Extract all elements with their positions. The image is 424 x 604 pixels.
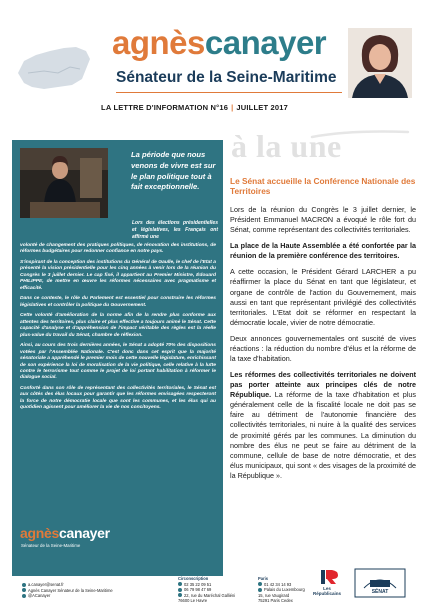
editorial-quote: La période que nous venons de vivre est sur le plan politique tout à fait exceptionnelle. — [131, 150, 216, 192]
article-paragraph — [230, 370, 416, 481]
sidebar-brand-logo — [20, 525, 110, 541]
article-paragraph: Lors de la réunion du Congrès le 3 juillet dernier, le Président Emmanuel MACRON a évoqué le rôle fort du Sénat, comme représentant des collectivités territoriales. — [230, 205, 416, 235]
senator-portrait — [348, 28, 412, 98]
footer — [0, 576, 424, 604]
editorial-paragraph: Conforté dans son rôle de représentant des collectivités territoriales, le Sénat est aux côtés des élus locaux pour garantir que les réformes envisagées respecteront la force de notre démocratie locale que sont les communes, et les élus qui au quotidien agissent pour améliorer la vie de nos concitoyens. — [20, 385, 216, 411]
article-text: La réforme de la taxe d'habitation et plus généralement celle de la fiscalité locale ne doit pas se faire au détriment de l'autonomie financière des collectivités territoriales, ni nuire à la qualité des services de proximité gérés par les communes. La diminution du nombre des élus ne peut se faire au détriment de la commune, cellule de base de notre démocratie, et des élus municipaux, qui sont « des visages de la proximité de la République ». — [230, 390, 416, 480]
footer-paris — [258, 576, 305, 604]
senat-logo-text: SÉNAT — [371, 589, 389, 595]
party-logo-text: Les Républicains — [312, 586, 341, 596]
article-paragraph-bold: La place de la Haute Assemblée a été confortée par la réunion de la première conférence des territoires. — [230, 241, 416, 261]
footer-paris-addr2: 15, rue Vaugirard — [258, 592, 290, 598]
brand-first-name: agnès — [112, 24, 205, 61]
footer-circ-addr1: 22, rue du Maréchal Galliéni — [184, 592, 236, 598]
footer-twitter[interactable]: @ACanayer — [28, 593, 51, 599]
editorial-paragraph: volonté de changement des pratiques politiques, de rénovation des institutions, de réformes budgétaires pour redonner confiance en notre pays. — [20, 243, 216, 255]
article-body — [230, 205, 416, 487]
footer-facebook[interactable]: Agnès Canayer Sénateur de la Seine-Maritime — [28, 587, 113, 593]
phone-icon — [178, 582, 182, 586]
editorial-lead: Lors des élections présidentielles et législatives, les Français ont affirmé une — [132, 220, 218, 240]
brand-name — [112, 26, 326, 59]
footer-paris-heading: Paris — [258, 576, 269, 581]
seine-maritime-map-logo — [14, 43, 94, 93]
sidebar-logo-last: canayer — [58, 525, 110, 541]
editorial-body — [20, 243, 216, 416]
section-banner: à la une — [231, 128, 342, 164]
editorial-paragraph: Cette volonté d'amélioration de la norme afin de la rendre plus conforme aux attentes des territoires, plus claire et plus effective a toujours animé le Sénat. Cette capacité d'analyse et d'appréhension de l'impact véritable des règles est la réelle plus-value du travail du Sénat, chambre de réflexion. — [20, 313, 216, 338]
senator-subtitle: Sénateur de la Seine-Maritime — [116, 69, 337, 86]
article-title: Le Sénat accueille la Conférence Nationale des Territoires — [230, 176, 416, 197]
article-paragraph: Deux annonces gouvernementales ont suscité de vives réactions : la réduction du nombre d'élus et la réforme de la taxe d'habitation. — [230, 333, 416, 364]
editorial-paragraph: Ainsi, au cours des trois dernières années, le Sénat a adopté 70% des dispositions votées par l'Assemblée Nationale. C'est donc dans cet esprit que la majorité sénatoriale a appréhendé le premier mois de cette nouvelle législature, enrichissant de son expérience la loi de moralisation de la vie politique, celle relative à la lutte contre le terrorisme tout comme le projet de loi portant habilitation à réformer le dialogue social. — [20, 343, 216, 381]
footer-email[interactable]: a.canayer@senat.fr — [28, 582, 64, 587]
article-paragraph: A cette occasion, le Président Gérard LARCHER a pu réaffirmer la place du Sénat en tant que législateur, et organe de contrôle de l'action du Gouvernement, mais aussi en tant que représentant privilégié des collectivités territoriales. L'Etat doit se réformer en respectant la démocratie locale, vivier de notre démocratie. — [230, 267, 416, 327]
republicains-logo — [310, 570, 344, 598]
article-emphasis: Les réformes des collectivités territoriales ne doivent pas porter atteinte aux principes clés de notre République. — [230, 370, 416, 400]
banner-swash — [310, 128, 410, 140]
footer-circ-addr2: 76600 Le Havre — [178, 598, 208, 604]
footer-paris-addr1: Palais du Luxembourg — [264, 587, 305, 593]
newsletter-date: JUILLET 2017 — [236, 103, 288, 112]
senat-logo — [354, 568, 406, 598]
email-icon — [22, 583, 26, 587]
brand-last-name: canayer — [204, 24, 327, 61]
newsletter-separator: | — [231, 103, 234, 112]
footer-circ-heading: Circonscription — [178, 576, 209, 581]
editorial-paragraph: S'inspirant de la conception des institutions du Général de Gaulle, le chef de l'Etat a présenté la vision présidentielle pour les cinq années à venir lors de la réunion du Congrès le 3 juillet dernier. Le cap fixé, il appartient au Premier Ministre, Édouard PHILIPPE, de mettre en œuvre les réformes nécessaires avec pragmatisme et efficacité. — [20, 259, 216, 291]
footer-contact — [22, 582, 113, 599]
footer-circ-phone2: 06 79 98 47 69 — [184, 587, 212, 593]
editorial-sidebar — [12, 140, 223, 576]
address-icon — [258, 588, 262, 592]
newsletter-issue: LA LETTRE D'INFORMATION N°16 — [101, 103, 229, 112]
mobile-icon — [178, 588, 182, 592]
footer-circonscription — [178, 576, 235, 604]
sidebar-logo-first: agnès — [20, 525, 59, 541]
header-divider — [116, 92, 342, 93]
facebook-icon — [22, 588, 26, 592]
twitter-icon — [22, 594, 26, 598]
footer-circ-phone1: 02 35 22 09 51 — [184, 581, 212, 587]
editorial-photo — [20, 148, 108, 218]
sidebar-logo-subtitle: Sénateur de la Seine-Maritime — [21, 543, 81, 548]
address-icon — [178, 593, 182, 597]
phone-icon — [258, 582, 262, 586]
newsletter-issue-line — [0, 103, 424, 112]
footer-paris-phone: 01 42 34 14 93 — [264, 581, 292, 587]
footer-paris-addr3: 75291 Paris Cedex — [258, 598, 293, 604]
editorial-paragraph: Dans ce contexte, le rôle du Parlement est essentiel pour construire les réformes législatives et contrôler la politique du Gouvernement. — [20, 296, 216, 308]
